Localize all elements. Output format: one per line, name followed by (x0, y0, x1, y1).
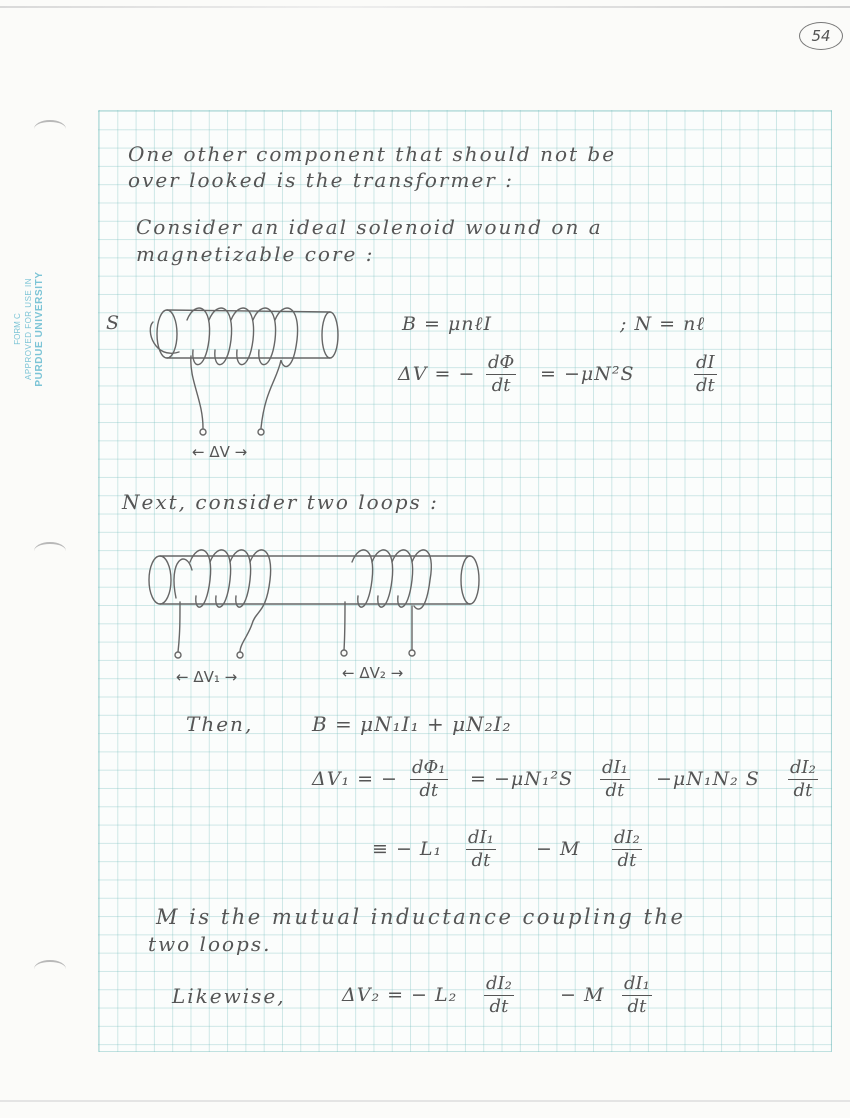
stamp-line-3: PURDUE UNIVERSITY (34, 271, 45, 387)
fraction-denominator: dt (489, 996, 509, 1017)
solenoid-area-label: S (106, 312, 121, 334)
binder-hole-mark (34, 960, 66, 978)
fraction-numerator: dI₂ (614, 827, 640, 848)
stamp-line-2: APPROVED FOR USE IN (24, 278, 33, 380)
fraction-numerator: dI₁ (602, 757, 628, 778)
intro-line-2: over looked is the transformer : (128, 168, 514, 192)
eq-v1-mid: = −μN₁²S (470, 768, 574, 790)
eq-dv-lhs: ΔV = − (398, 363, 476, 385)
fraction-numerator: dI₂ (790, 757, 816, 778)
fraction-numerator: dI₁ (468, 827, 494, 848)
likewise-word: Likewise, (172, 984, 286, 1008)
fraction-numerator: dΦ (488, 352, 515, 373)
fraction-numerator: dI₁ (624, 973, 650, 994)
fraction-numerator: dI (696, 352, 715, 373)
fraction-dphi1-dt (410, 757, 448, 802)
consider-line-2: magnetizable core : (136, 242, 375, 266)
fraction-denominator: dt (695, 375, 715, 396)
fraction-denominator: dt (419, 780, 439, 801)
fraction-denominator: dt (617, 850, 637, 871)
page-bottom-edge (0, 1100, 850, 1102)
fraction-denominator: dt (605, 780, 625, 801)
fraction-di2-dt (484, 973, 514, 1018)
binder-hole-mark (34, 542, 66, 560)
then-word: Then, (186, 712, 254, 736)
eq-v1-lhs: ΔV₁ = − (312, 768, 398, 790)
binder-hole-mark (34, 120, 66, 138)
fraction-denominator: dt (793, 780, 813, 801)
fraction-dphi-dt (486, 352, 516, 397)
fraction-di1-dt (600, 757, 630, 802)
fraction-denominator: dt (627, 996, 647, 1017)
form-stamp (12, 254, 45, 404)
fraction-di-dt (694, 352, 717, 397)
next-heading: Next, consider two loops : (122, 490, 439, 514)
fraction-di1-dt (622, 973, 652, 1018)
consider-line-1: Consider an ideal solenoid wound on a (136, 215, 603, 239)
mutual-line-1: M is the mutual inductance coupling the (156, 905, 686, 929)
eq-equiv-lhs: ≡ − L₁ (372, 838, 443, 860)
loop-1-voltage-label: ← ΔV₁ → (176, 668, 238, 686)
eq-b-two-loops: B = μN₁I₁ + μN₂I₂ (312, 712, 512, 736)
mutual-line-2: two loops. (148, 932, 272, 956)
eq-v1-mid-2: −μN₁N₂ S (656, 768, 760, 790)
fraction-di1-dt (466, 827, 496, 872)
eq-v2-mid: − M (560, 984, 605, 1006)
fraction-denominator: dt (491, 375, 511, 396)
stamp-line-1: FORM C (13, 313, 22, 345)
eq-v2-lhs: ΔV₂ = − L₂ (342, 984, 458, 1006)
fraction-di2-dt (788, 757, 818, 802)
solenoid-voltage-label: ← ΔV → (192, 443, 248, 461)
eq-dv-mid: = −μN²S (540, 363, 635, 385)
eq-turns: ; N = nℓ (620, 313, 706, 335)
fraction-numerator: dI₂ (486, 973, 512, 994)
two-loop-transformer-sketch (140, 540, 490, 680)
eq-equiv-mid: − M (536, 838, 581, 860)
fraction-numerator: dΦ₁ (412, 757, 446, 778)
page-number: 54 (799, 22, 843, 50)
eq-b-field: B = μnℓI (402, 313, 492, 335)
fraction-di2-dt (612, 827, 642, 872)
solenoid-sketch (105, 300, 355, 450)
page-top-edge (0, 6, 850, 8)
intro-line-1: One other component that should not be (128, 142, 617, 166)
fraction-denominator: dt (471, 850, 491, 871)
loop-2-voltage-label: ← ΔV₂ → (342, 664, 404, 682)
